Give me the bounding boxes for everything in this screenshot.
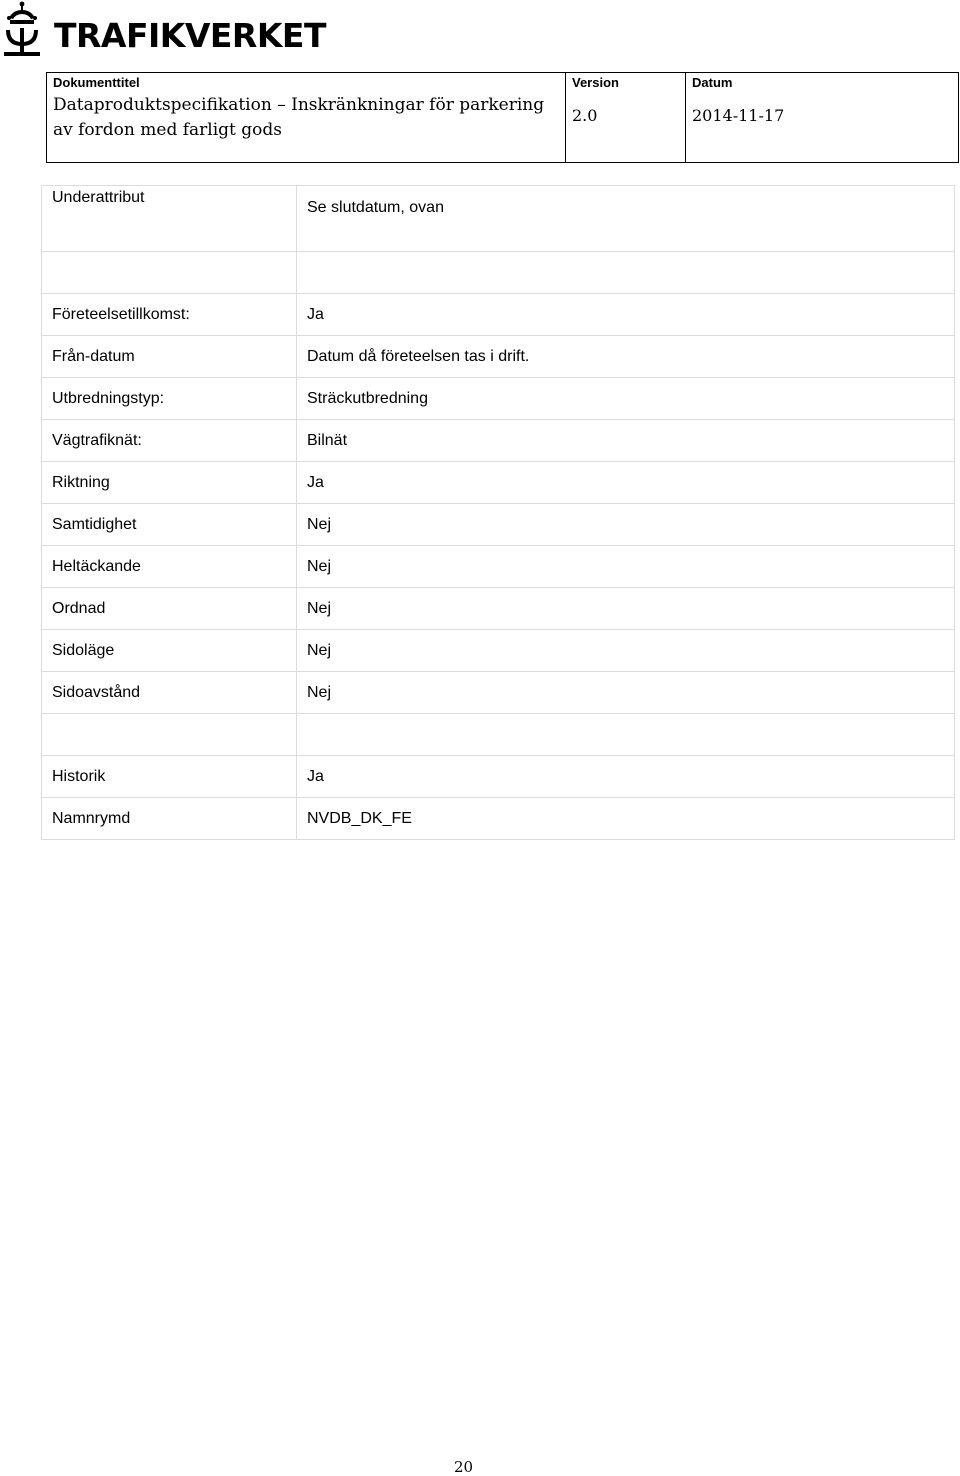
date-value: 2014-11-17 <box>692 106 785 125</box>
row-value: Bilnät <box>297 420 955 462</box>
table-row <box>42 378 955 420</box>
row-value: Ja <box>297 756 955 798</box>
table-row <box>42 756 955 798</box>
row-label: Vägtrafiknät: <box>42 420 297 462</box>
table-row <box>42 462 955 504</box>
row-label: Utbredningstyp: <box>42 378 297 420</box>
row-value: NVDB_DK_FE <box>297 798 955 840</box>
page-number: 20 <box>454 1458 474 1476</box>
row-value <box>297 714 955 756</box>
row-label: Företeelsetillkomst: <box>42 294 297 336</box>
row-label: Historik <box>42 756 297 798</box>
table-row <box>42 546 955 588</box>
table-row <box>42 672 955 714</box>
row-value: Nej <box>297 546 955 588</box>
row-value: Sträckutbredning <box>297 378 955 420</box>
header-date-cell <box>685 73 958 162</box>
date-label: Datum <box>692 75 733 90</box>
row-label <box>42 252 297 294</box>
table-row <box>42 798 955 840</box>
document-title-label: Dokumenttitel <box>53 75 140 90</box>
crown-logo-icon <box>0 0 44 60</box>
row-label: Riktning <box>42 462 297 504</box>
table-row <box>42 504 955 546</box>
attribute-table <box>41 185 955 840</box>
document-header <box>46 72 959 163</box>
version-value: 2.0 <box>572 106 598 125</box>
row-label: Ordnad <box>42 588 297 630</box>
row-label: Sidoläge <box>42 630 297 672</box>
table-row <box>42 420 955 462</box>
table-row <box>42 630 955 672</box>
row-label: Underattribut <box>42 186 297 252</box>
table-row <box>42 294 955 336</box>
row-value: Nej <box>297 504 955 546</box>
row-label: Heltäckande <box>42 546 297 588</box>
document-title: Dataproduktspecifikation – Inskränkningar för parkering av fordon med farligt gods <box>53 95 545 140</box>
row-value: Nej <box>297 588 955 630</box>
row-label <box>42 714 297 756</box>
table-row <box>42 588 955 630</box>
row-value: Nej <box>297 630 955 672</box>
row-value: Datum då företeelsen tas i drift. <box>297 336 955 378</box>
header-title-cell <box>47 73 565 162</box>
row-value <box>297 252 955 294</box>
header-version-cell <box>565 73 685 162</box>
row-label: Samtidighet <box>42 504 297 546</box>
logo-text: TRAFIKVERKET <box>54 16 326 55</box>
row-value: Nej <box>297 672 955 714</box>
table-row <box>42 714 955 756</box>
row-value: Ja <box>297 294 955 336</box>
row-value: Se slutdatum, ovan <box>297 186 955 252</box>
table-row <box>42 336 955 378</box>
row-value: Ja <box>297 462 955 504</box>
trafikverket-logo <box>0 0 326 60</box>
table-row <box>42 186 955 252</box>
row-label: Från-datum <box>42 336 297 378</box>
row-label: Namnrymd <box>42 798 297 840</box>
version-label: Version <box>572 75 619 90</box>
table-row <box>42 252 955 294</box>
row-label: Sidoavstånd <box>42 672 297 714</box>
